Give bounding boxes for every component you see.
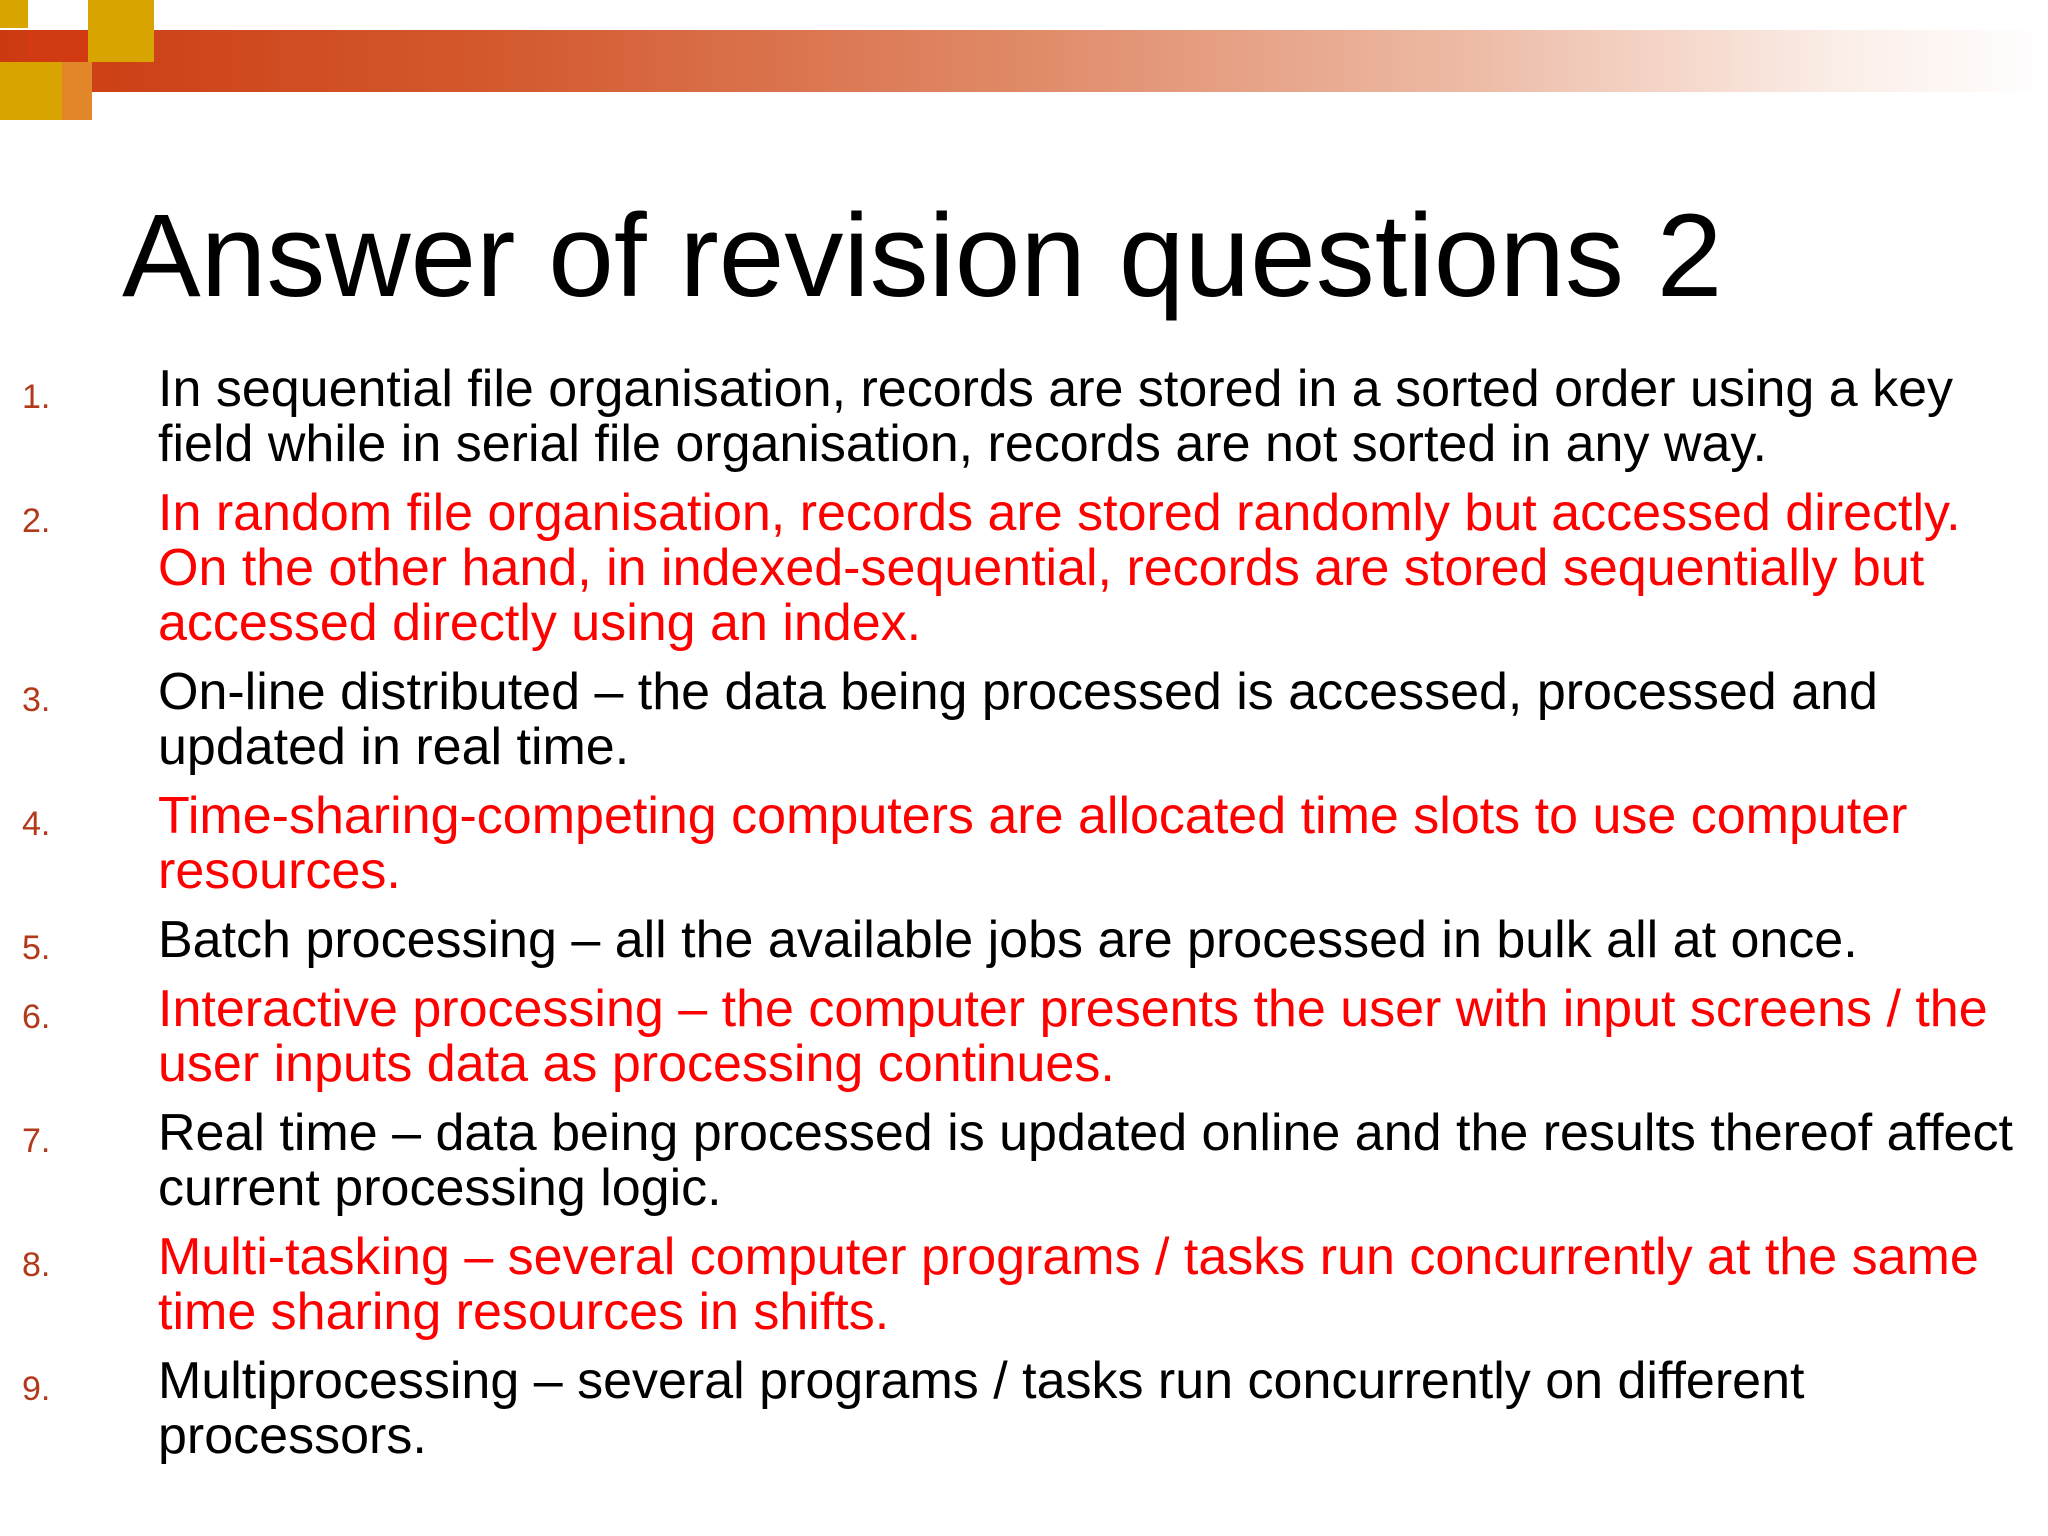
answer-text: In sequential file organisation, records are stored in a sorted order using a key field while in serial file organisation, records are not sorted in any way. [158,360,1954,473]
answer-text: On-line distributed – the data being processed is accessed, processed and updated in real time. [158,663,1878,776]
answer-item-7 [0,1106,2048,1216]
answer-item-6 [0,982,2048,1092]
answers-list [0,362,2048,1478]
header-gradient-band [0,30,2048,92]
slide-title: Answer of revision questions 2 [122,190,1723,322]
answer-item-1 [0,362,2048,472]
answer-text: In random file organisation, records are stored randomly but accessed directly. On the other hand, in indexed-sequential, records are stored sequentially but accessed directly using an index. [158,484,1961,652]
answer-number: 2. [22,502,51,540]
answer-item-2 [0,486,2048,651]
answer-text: Real time – data being processed is updated online and the results thereof affect current processing logic. [158,1104,2013,1217]
answer-number: 4. [22,805,51,843]
answer-text: Interactive processing – the computer presents the user with input screens / the user inputs data as processing continues. [158,980,1988,1093]
answer-number: 3. [22,681,51,719]
answer-number: 9. [22,1370,51,1408]
answer-item-9 [0,1354,2048,1464]
answer-number: 1. [22,378,51,416]
logo-square-orange [62,62,92,120]
answer-text: Multi-tasking – several computer programs / tasks run concurrently at the same time sharing resources in shifts. [158,1228,1979,1341]
logo-square-white [28,0,88,30]
answer-item-8 [0,1230,2048,1340]
answer-number: 6. [22,998,51,1036]
logo-square-red [28,30,88,62]
answer-item-5 [0,913,2048,968]
answer-text: Time-sharing-competing computers are allocated time slots to use computer resources. [158,787,1908,900]
answer-number: 7. [22,1122,51,1160]
answer-item-4 [0,789,2048,899]
logo-square-gold-bottom [0,62,62,120]
answer-number: 5. [22,929,51,967]
answer-text: Batch processing – all the available jobs are processed in bulk all at once. [158,911,1858,969]
logo-square-gold-right [88,0,154,62]
answer-text: Multiprocessing – several programs / tasks run concurrently on different processors. [158,1352,1805,1465]
answer-item-3 [0,665,2048,775]
answer-number: 8. [22,1246,51,1284]
logo-square-gold-top [0,0,28,28]
